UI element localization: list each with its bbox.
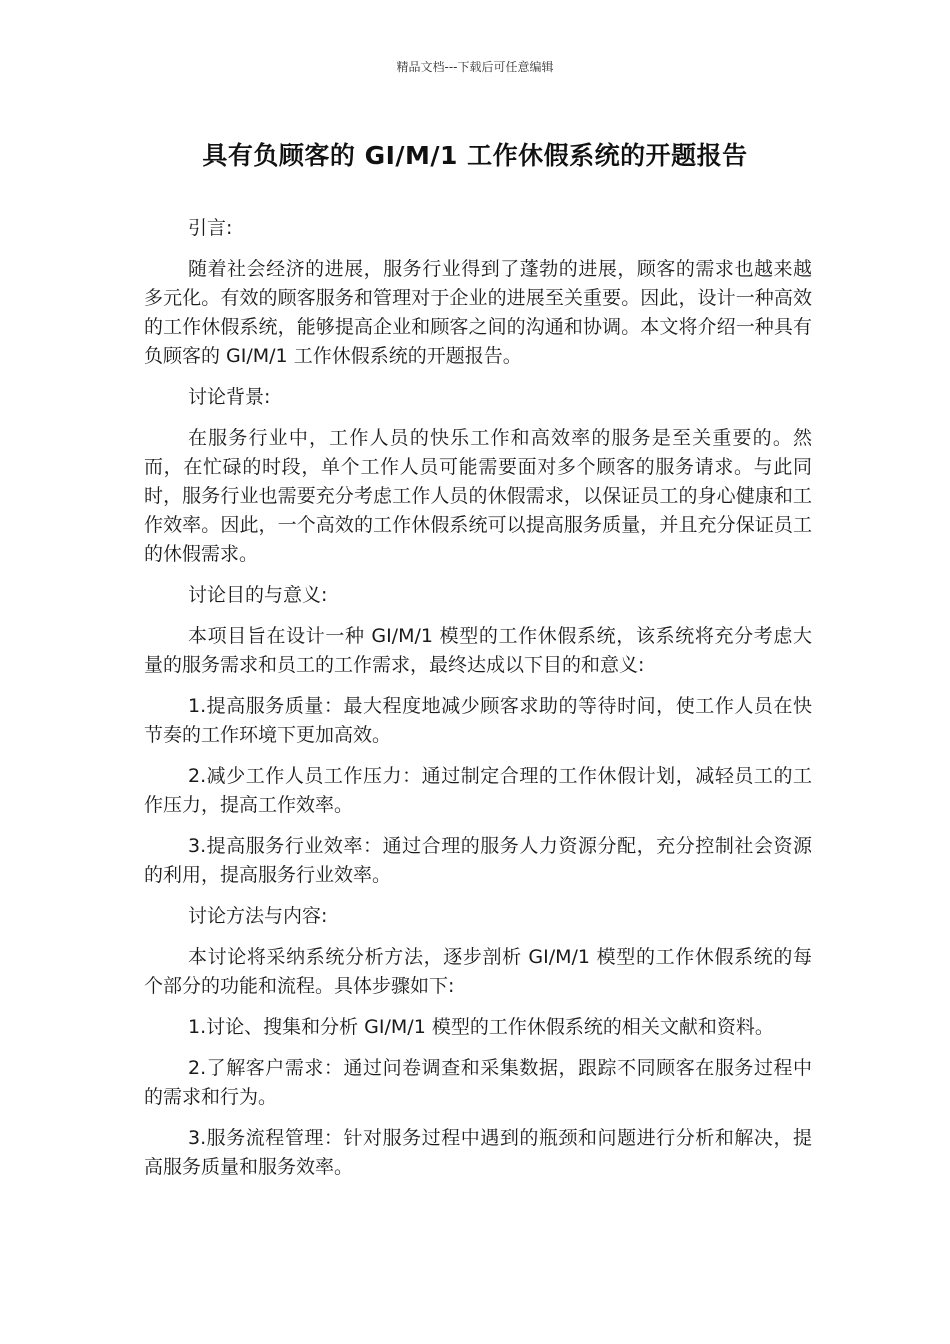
paragraph-intro: 随着社会经济的进展，服务行业得到了蓬勃的进展，顾客的需求也越来越多元化。有效的顾客服务和管理对于企业的进展至关重要。因此，设计一种高效的工作休假系统，能够提高企业和顾客之间的沟通和协调。本文将介绍一种具有负顾客的 GI/M/1 工作休假系统的开题报告。 bbox=[144, 258, 812, 367]
paragraph-background: 在服务行业中，工作人员的快乐工作和高效率的服务是至关重要的。然而，在忙碌的时段，单个工作人员可能需要面对多个顾客的服务请求。与此同时，服务行业也需要充分考虑工作人员的休假需求，以保证员工的身心健康和工作效率。因此，一个高效的工作休假系统可以提高服务质量，并且充分保证员工的休假需求。 bbox=[144, 427, 812, 565]
section-heading-intro: 引言: bbox=[188, 217, 233, 239]
purpose-item-1: 1.提高服务质量：最大程度地减少顾客求助的等待时间，使工作人员在快节奏的工作环境下更加高效。 bbox=[144, 695, 812, 746]
paragraph-purpose: 本项目旨在设计一种 GI/M/1 模型的工作休假系统，该系统将充分考虑大量的服务需求和员工的工作需求，最终达成以下目的和意义: bbox=[144, 625, 812, 676]
method-step-2: 2.了解客户需求：通过问卷调查和采集数据，跟踪不同顾客在服务过程中的需求和行为。 bbox=[144, 1057, 812, 1108]
purpose-item-2: 2.减少工作人员工作压力：通过制定合理的工作休假计划，减轻员工的工作压力，提高工作效率。 bbox=[144, 765, 812, 816]
page-header-note: 精品文档---下载后可任意编辑 bbox=[396, 60, 554, 74]
method-step-1: 1.讨论、搜集和分析 GI/M/1 模型的工作休假系统的相关文献和资料。 bbox=[188, 1016, 774, 1038]
section-heading-method: 讨论方法与内容: bbox=[188, 905, 328, 927]
paragraph-method: 本讨论将采纳系统分析方法，逐步剖析 GI/M/1 模型的工作休假系统的每个部分的功能和流程。具体步骤如下: bbox=[144, 946, 812, 997]
section-heading-purpose: 讨论目的与意义: bbox=[188, 584, 328, 606]
method-step-3: 3.服务流程管理：针对服务过程中遇到的瓶颈和问题进行分析和解决，提高服务质量和服务效率。 bbox=[144, 1127, 812, 1178]
section-heading-background: 讨论背景: bbox=[188, 386, 271, 408]
document-title: 具有负顾客的 GI/M/1 工作休假系统的开题报告 bbox=[202, 141, 748, 170]
purpose-item-3: 3.提高服务行业效率：通过合理的服务人力资源分配，充分控制社会资源的利用，提高服务行业效率。 bbox=[144, 835, 812, 886]
document-body bbox=[144, 214, 812, 1194]
